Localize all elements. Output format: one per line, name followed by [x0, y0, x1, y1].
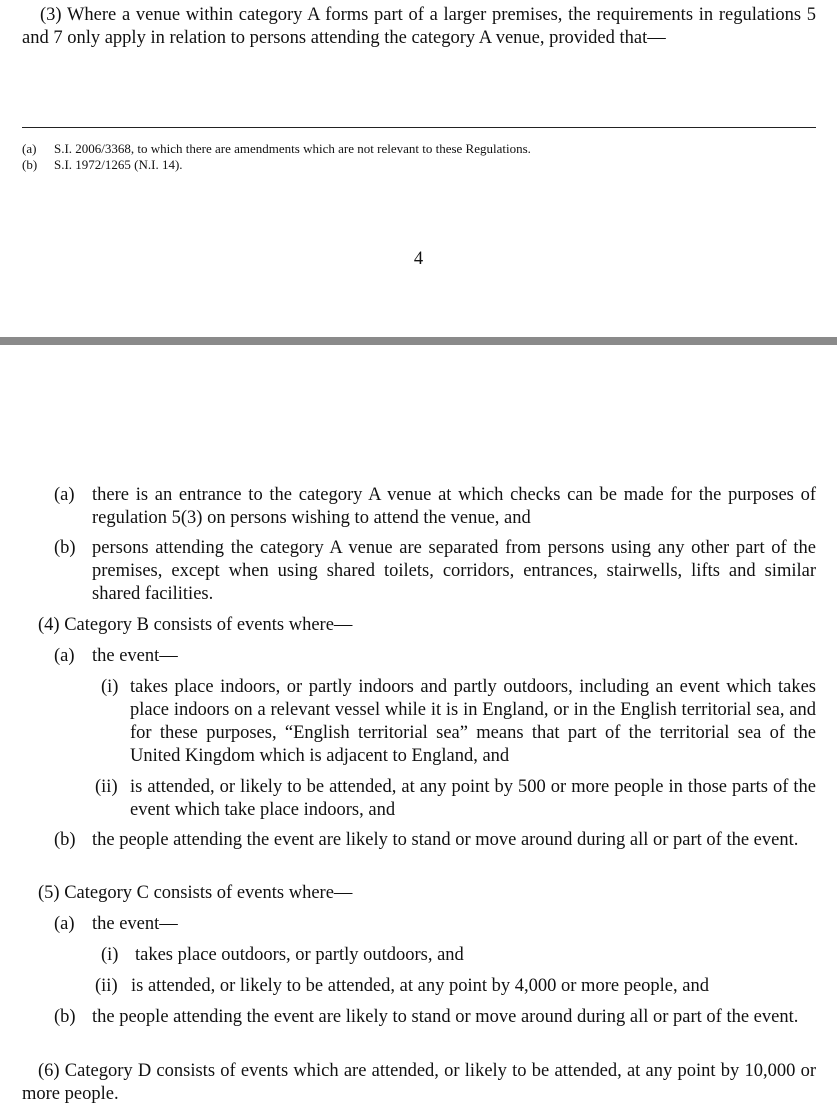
footnote-a: [22, 141, 531, 157]
page-5-top: [0, 345, 837, 1103]
footnote-rule: [22, 127, 816, 128]
paragraph-4: (4) Category B consists of events where—: [38, 615, 353, 635]
item-4a-ii-text: is attended, or likely to be attended, at any point by 500 or more people in those parts of the event which take place indoors, and: [130, 777, 816, 820]
paragraph-5: (5) Category C consists of events where—: [38, 883, 353, 903]
page-number: 4: [413, 249, 424, 269]
item-5b-text: the people attending the event are likely to stand or move around during all or part of the event.: [92, 1007, 799, 1027]
item-label: (b): [54, 830, 76, 850]
subitem-label: (ii): [95, 976, 118, 996]
subitem-label: (i): [101, 677, 119, 697]
item-5a-i-text: takes place outdoors, or partly outdoors, and: [135, 945, 464, 965]
item-4a-i-text: takes place indoors, or partly indoors and partly outdoors, including an event which takes place indoors on a relevant vessel while it is in England, or in the English territorial sea, and for these purposes, “English territorial sea” means that part of the territorial sea of the United Kingdom which is adjacent to England, and: [130, 677, 816, 766]
footnote-b: [22, 157, 183, 173]
item-4a-text: the event—: [92, 646, 178, 666]
item-label: (b): [54, 538, 76, 558]
item-label: (a): [54, 485, 75, 505]
subitem-label: (i): [101, 945, 119, 965]
footnote-label: (b): [22, 157, 38, 172]
page-separator: [0, 337, 837, 345]
item-5a-ii-text: is attended, or likely to be attended, at any point by 4,000 or more people, and: [131, 976, 709, 996]
item-4b-text: the people attending the event are likely to stand or move around during all or part of the event.: [92, 830, 799, 850]
footnote-text: S.I. 2006/3368, to which there are amendments which are not relevant to these Regulations.: [54, 141, 531, 156]
subitem-label: (ii): [95, 777, 118, 797]
page-4-bottom: [0, 0, 837, 337]
paragraph-6: (6) Category D consists of events which are attended, or likely to be attended, at any point by 10,000 or more people.: [22, 1061, 816, 1104]
item-3a-text: there is an entrance to the category A venue at which checks can be made for the purposes of regulation 5(3) on persons wishing to attend the venue, and: [92, 485, 816, 528]
item-label: (a): [54, 646, 75, 666]
item-3b-text: persons attending the category A venue are separated from persons using any other part of the premises, except when using shared toilets, corridors, entrances, stairwells, lifts and similar shared facilities.: [92, 538, 816, 604]
footnote-label: (a): [22, 141, 37, 156]
item-label: (b): [54, 1007, 76, 1027]
paragraph-3: (3) Where a venue within category A forms part of a larger premises, the requirements in regulations 5 and 7 only apply in relation to persons attending the category A venue, provided that—: [22, 5, 816, 48]
item-label: (a): [54, 914, 75, 934]
footnote-text: S.I. 1972/1265 (N.I. 14).: [54, 157, 183, 172]
item-5a-text: the event—: [92, 914, 178, 934]
